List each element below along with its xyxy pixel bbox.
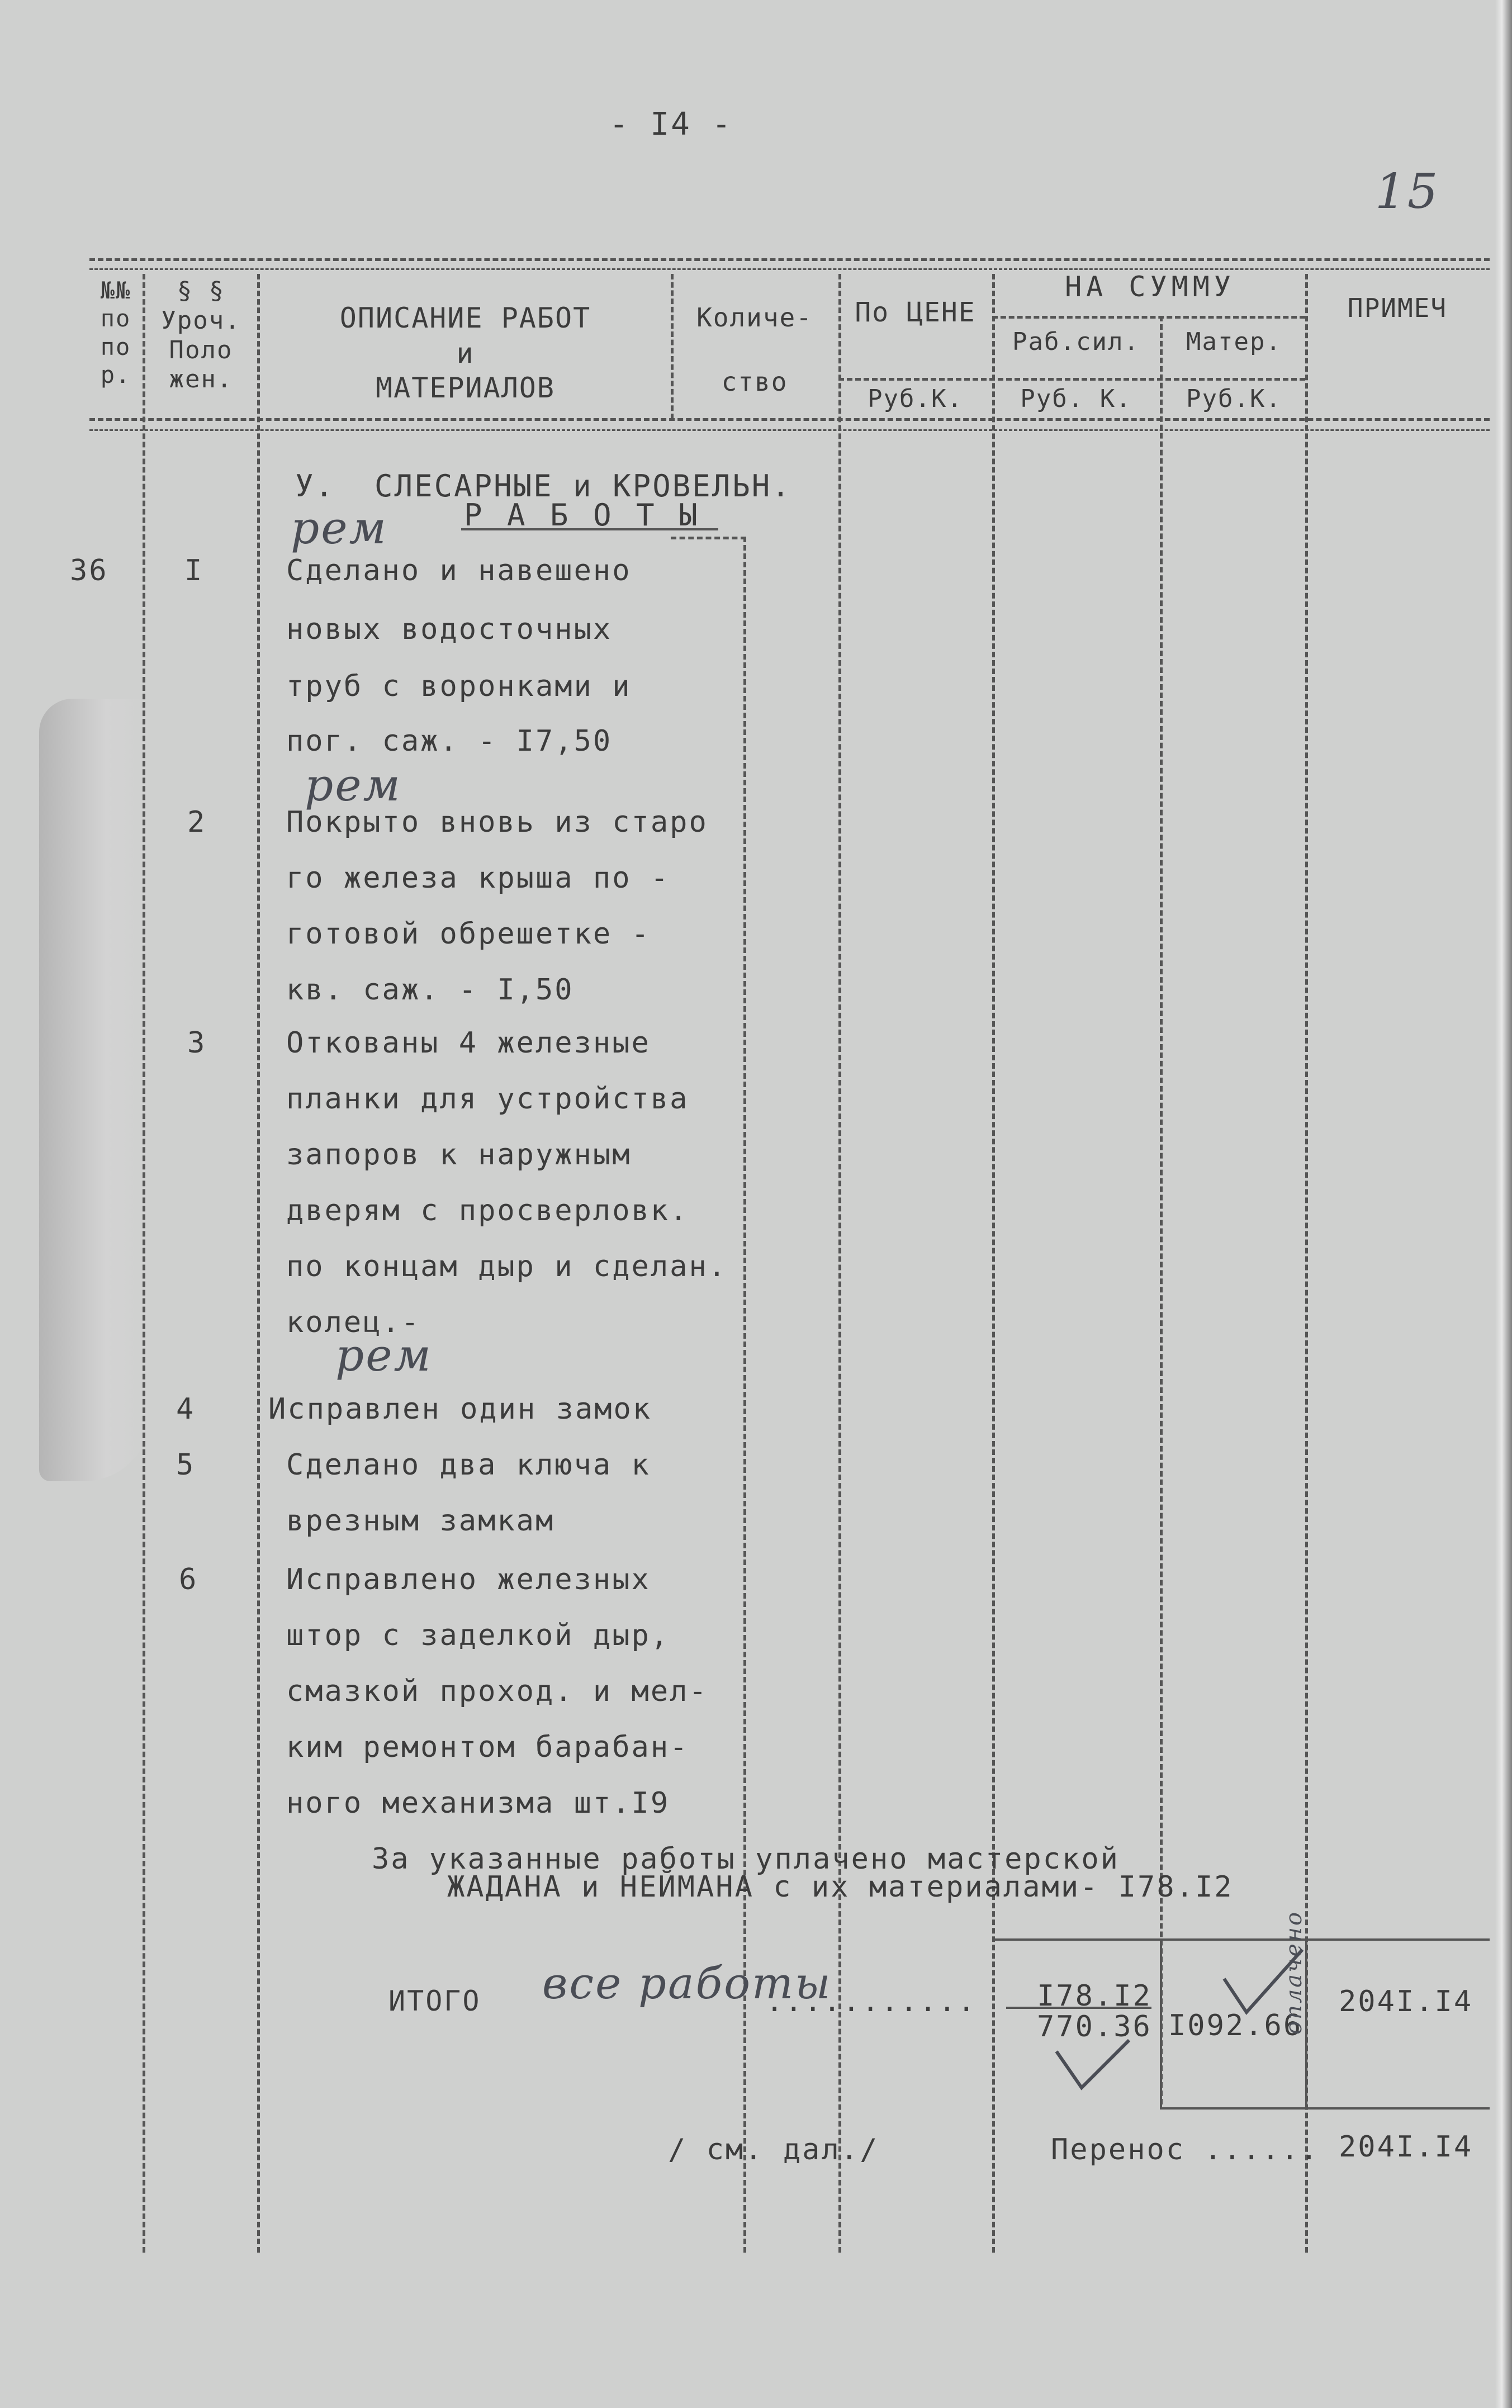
row-5-line-1: Сделано два ключа к [286,1448,651,1482]
row-6-line-5: ного механизма шт.I9 [286,1786,670,1820]
header-top-rule-2 [89,268,1490,270]
row-3-line-5: по концам дыр и сделан. [286,1250,728,1283]
sum-subheader-rule [992,316,1305,319]
column-line-5 [992,274,995,2253]
total-labor-2: 770.36 [1037,2010,1152,2044]
section-title: У. СЛЕСАРНЫЕ и КРОВЕЛЬН. [295,468,791,504]
check-mark-icon-2 [1219,1945,1308,2018]
row-6-line-3: смазкой проход. и мел- [286,1675,708,1708]
header-top-rule [89,258,1490,261]
column-line-2 [257,274,260,2253]
handwritten-remont-3: рем [335,1329,433,1381]
column-line-1 [143,274,145,2253]
totals-label: ИТОГО [388,1985,481,2017]
row-3-line-2: планки для устройства [286,1082,689,1116]
row-6-line-1: Исправлено железных [286,1563,651,1596]
row-2-line-2: го железа крыша по - [286,861,670,895]
row-6-line-4: ким ремонтом барабан- [286,1731,689,1764]
unit-labor: Руб. К. [1020,385,1132,413]
unit-price: Руб.К. [868,385,963,413]
header-col-number: №№ по по р. [100,277,131,389]
continued-note: / см. дал./ [668,2133,879,2167]
header-col-sum: НА СУММУ [1065,271,1235,303]
row-3-line-1: Откованы 4 железные [286,1026,651,1060]
qty-box-top [671,537,746,539]
unit-materials: Руб.К. [1186,385,1282,413]
section-underline [461,528,718,530]
header-col-urok: § § Уроч. Поло жен. [161,277,241,394]
totals-divider-left [1160,1940,1162,2107]
total-notes: 204I.I4 [1339,1985,1473,2018]
check-mark-icon [1051,2035,1135,2096]
handwritten-all-works: все работы [542,1959,832,2009]
row-5-line-2: врезным замкам [286,1504,555,1538]
handwritten-remont-1: рем [291,502,388,554]
row-2-line-1: Покрыто вновь из старо [286,805,708,839]
row-3-line-3: запоров к наружным [286,1138,632,1172]
header-col-quantity: Количе- ство [696,302,813,397]
total-materials: I092.66 [1168,2009,1303,2042]
paid-stamp-vertical: оплачено [1281,1910,1307,2035]
row-1-line-2: новых водосточных [286,613,613,646]
totals-top-rule [992,1938,1490,1941]
row-urok-4: 4 [176,1392,196,1426]
section-subtitle: Р А Б О Т Ы [464,497,701,533]
row-1-line-4: пог. саж. - I7,50 [286,724,613,758]
header-bottom-rule-2 [89,429,1490,431]
row-number-36: 36 [70,554,108,587]
row-1-line-3: труб с воронками и [286,670,632,703]
row-3-line-4: дверям с просверловк. [286,1194,689,1227]
header-col-notes: ПРИМЕЧ [1347,293,1448,323]
column-line-4 [838,274,841,2253]
page-number: - I4 - [609,106,733,143]
row-1-line-1: Сделано и навешено [286,554,632,587]
payment-note-line-2: ЖАДАНА и НЕЙМАНА с их материалами- I78.I2 [447,1870,1234,1904]
carry-over-label: Перенос ...... [1051,2133,1320,2167]
row-urok-6: 6 [179,1563,198,1596]
row-2-line-4: кв. саж. - I,50 [286,973,574,1007]
row-6-line-2: штор с заделкой дыр, [286,1619,670,1652]
total-labor-1: I78.I2 [1037,1979,1152,2013]
row-4-line-1: Исправлен один замок [268,1392,652,1426]
carry-over-value: 204I.I4 [1339,2130,1473,2164]
column-line-6 [1160,316,1163,2104]
row-2-line-3: готовой обрешетке - [286,917,651,951]
header-col-materials: Матер. [1186,328,1282,356]
header-col-labor: Раб.сил. [1012,328,1140,356]
header-col-description: ОПИСАНИЕ РАБОТ и МАТЕРИАЛОВ [339,302,591,404]
row-urok-1: I [184,554,204,587]
row-urok-2: 2 [187,805,207,839]
row-urok-3: 3 [187,1026,207,1060]
units-rule [838,378,1305,381]
header-bottom-rule [89,418,1490,421]
totals-dots: ........... [766,1985,977,2018]
totals-bottom-rule [1160,2107,1490,2110]
paper-fold-shadow [39,699,151,1481]
handwritten-remont-2: рем [305,759,402,811]
payment-note-line-1: За указанные работы уплачено мастерской [372,1842,1120,1876]
row-3-line-6: колец.- [286,1306,421,1339]
handwritten-page-number: 15 [1375,164,1440,220]
row-urok-5: 5 [176,1448,196,1482]
header-col-price: По ЦЕНЕ [855,297,976,328]
